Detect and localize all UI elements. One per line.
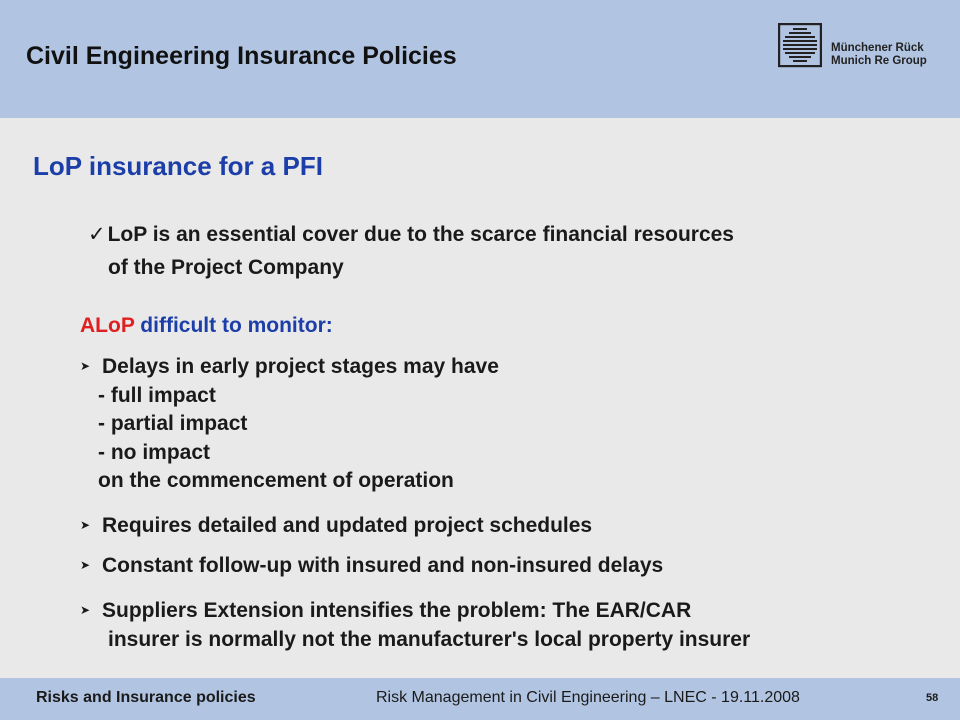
bullet-text: Delays in early project stages may have: [102, 355, 499, 378]
page-number: 58: [926, 692, 939, 704]
footer-event-label: Risk Management in Civil Engineering – LNEC - 19.11.2008: [376, 689, 800, 706]
bullet-item: [80, 596, 750, 654]
monitor-heading-blue: difficult to monitor:: [140, 314, 333, 337]
bullet-tail: on the commencement of operation: [98, 469, 454, 492]
logo-line-2: Munich Re Group: [831, 55, 927, 67]
check-icon: ✓: [88, 223, 106, 246]
munich-re-logo: [776, 20, 946, 70]
bullet-sub-item: - full impact: [98, 383, 216, 407]
intro-paragraph: [88, 218, 734, 284]
arrowhead-bullet-icon: ➤: [80, 518, 91, 532]
header-bar: [0, 0, 960, 118]
monitor-heading: [80, 314, 333, 338]
intro-line-2: of the Project Company: [108, 256, 344, 279]
bullet-text: Constant follow-up with insured and non-insured delays: [102, 554, 664, 577]
slide-subtitle: LoP insurance for a PFI: [33, 151, 323, 181]
bullet-tail: insurer is normally not the manufacturer's local property insurer: [108, 627, 751, 651]
bullet-sub-item: - no impact: [98, 440, 211, 464]
footer-bar: [0, 678, 960, 720]
bullet-item: [80, 551, 663, 581]
slide-content: [0, 118, 960, 678]
logo-line-1: Münchener Rück: [831, 42, 924, 54]
bullet-item: [80, 511, 592, 541]
bullet-item: [80, 352, 499, 496]
munich-re-logo-mark: [776, 20, 824, 68]
arrowhead-bullet-icon: ➤: [80, 603, 91, 617]
bullet-text: Suppliers Extension intensifies the problem: The EAR/CAR: [102, 599, 692, 622]
bullet-sub-item: - partial impact: [98, 412, 248, 435]
arrowhead-bullet-icon: ➤: [80, 359, 91, 373]
page-title: Civil Engineering Insurance Policies: [26, 42, 457, 70]
monitor-heading-red: ALoP: [80, 314, 135, 337]
logo-text: [831, 42, 927, 68]
arrowhead-bullet-icon: ➤: [80, 558, 91, 572]
bullet-text: Requires detailed and updated project schedules: [102, 514, 593, 537]
intro-line-1: LoP is an essential cover due to the scarce financial resources: [107, 223, 734, 246]
footer-section-label: Risks and Insurance policies: [36, 689, 256, 706]
